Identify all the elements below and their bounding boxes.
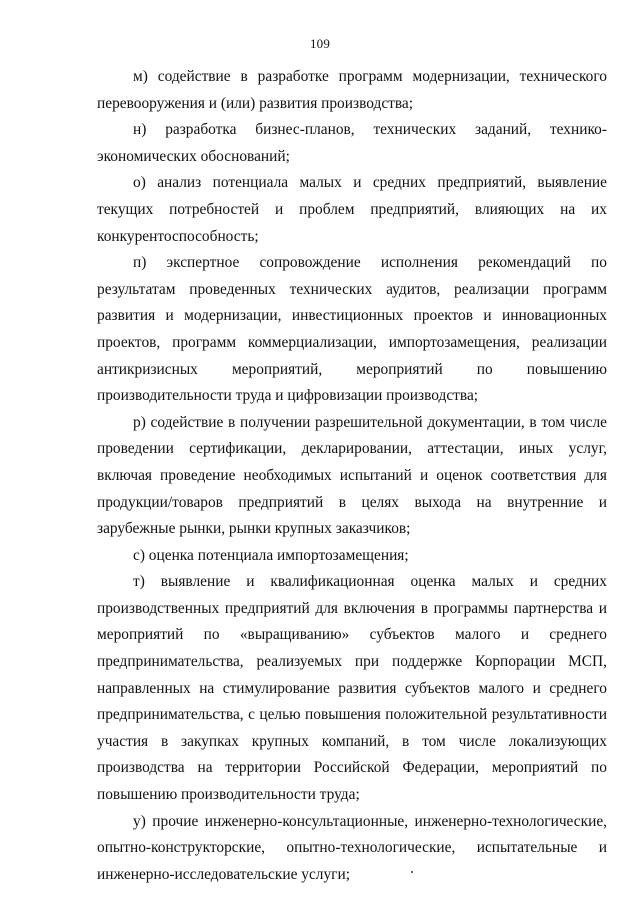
- paragraph-m: м) содействие в разработке программ модернизации, технического перевооружения и (или) развития производства;: [97, 68, 607, 112]
- scan-speck: [411, 871, 413, 873]
- paragraph-o: о) анализ потенциала малых и средних предприятий, выявление текущих потребностей и проблем предприятий, влияющих на их конкурентоспособность;: [97, 174, 607, 245]
- paragraph-n: н) разработка бизнес-планов, технических заданий, технико-экономических обоснований;: [97, 121, 607, 165]
- paragraph-p: п) экспертное сопровождение исполнения рекомендаций по результатам проведенных технических аудитов, реализации программ развития и модернизации, инвестиционных проектов и инновационных проектов, программ коммерциализации, импортозамещения, реализации антикризисных мероприятий, мероприятий по повышению производительности труда и цифровизации производства;: [97, 254, 607, 405]
- page-number: 109: [309, 36, 331, 51]
- document-body: [97, 64, 607, 888]
- paragraph-t: т) выявление и квалификационная оценка малых и средних производственных предприятий для включения в программы партнерства и мероприятий по «выращиванию» субъектов малого и среднего предпринимательства, реализуемых при поддержке Корпорации МСП, направленных на стимулирование развития субъектов малого и среднего предпринимательства, с целью повышения положительной результативности участия в закупках крупных компаний, в том числе локализующих производства на территории Российской Федерации, мероприятий по повышению производительности труда;: [97, 573, 607, 804]
- paragraph-r: р) содействие в получении разрешительной документации, в том числе проведении сертификации, декларировании, аттестации, иных услуг, включая проведение необходимых испытаний и оценок соответствия для продукции/товаров предприятий в целях выхода на внутренние и зарубежные рынки, рынки крупных заказчиков;: [97, 413, 607, 538]
- paragraph-u: у) прочие инженерно-консультационные, инженерно-технологические, опытно-конструкторские, опытно-технологические, испытательные и инженерно-исследовательские услуги;: [97, 812, 607, 883]
- paragraph-s: с) оценка потенциала импортозамещения;: [133, 546, 409, 564]
